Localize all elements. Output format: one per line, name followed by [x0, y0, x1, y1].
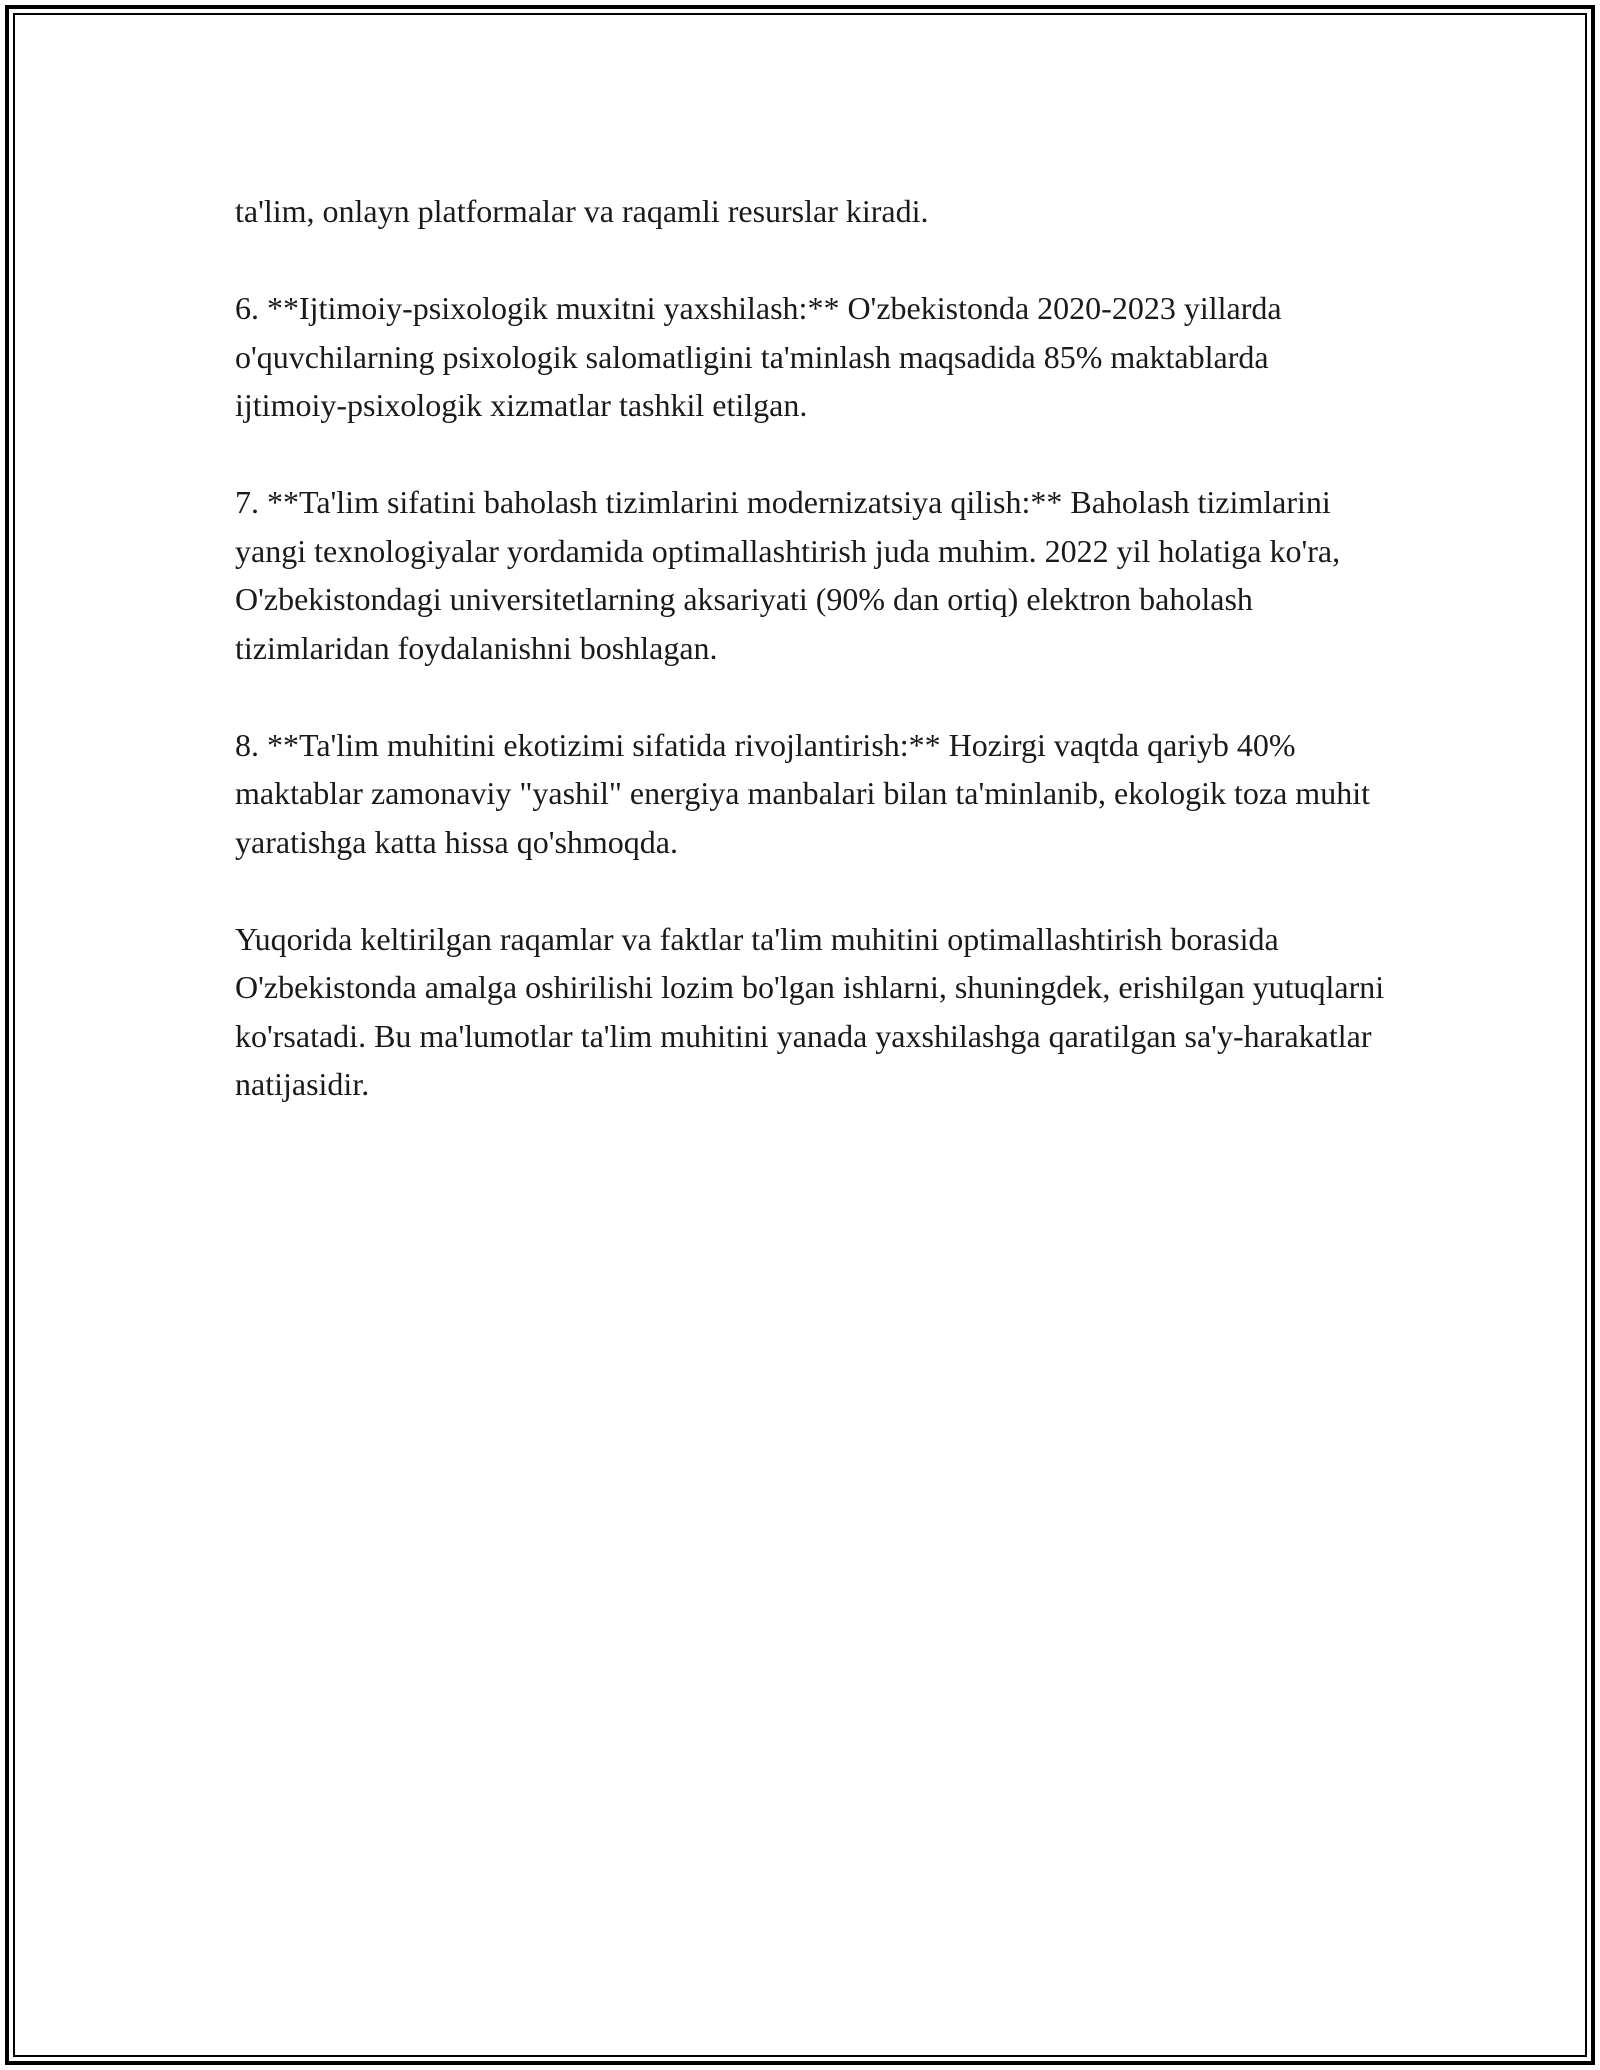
paragraph-item-6: 6. **Ijtimoiy-psixologik muxitni yaxshilash:** O'zbekistonda 2020-2023 yillarda o'quvchilarning psixologik salomatligini ta'minlash maqsadida 85% maktablarda ijtimoiy-psixologik xizmatlar tashkil etilgan.	[235, 290, 1282, 423]
paragraph-conclusion: Yuqorida keltirilgan raqamlar va faktlar ta'lim muhitini optimallashtirish borasida O'zbekistonda amalga oshirilishi lozim bo'lgan ishlarni, shuningdek, erishilgan yutuqlarni ko'rsatadi. Bu ma'lumotlar ta'lim muhitini yanada yaxshilashga qaratilgan sa'y-harakatlar natijasidir.	[235, 920, 1385, 1102]
paragraph-item-8: 8. **Ta'lim muhitini ekotizimi sifatida rivojlantirish:** Hozirgi vaqtda qariyb 40% maktablar zamonaviy "yashil" energiya manbalari bilan ta'minlanib, ekologik toza muhit yaratishga katta hissa qo'shmoqda.	[235, 726, 1370, 860]
paragraph-item-7: 7. **Ta'lim sifatini baholash tizimlarini modernizatsiya qilish:** Baholash tizimlarini yangi texnologiyalar yordamida optimallashtirish juda muhim. 2022 yil holatiga ko'ra, O'zbekistondagi universitetlarning aksariyati (90% dan ortiq) elektron baholash tizimlaridan foydalanishni boshlagan.	[235, 484, 1341, 666]
paragraph-intro-continuation: ta'lim, onlayn platformalar va raqamli resurslar kiradi.	[235, 193, 929, 229]
document-body	[235, 187, 1385, 1109]
